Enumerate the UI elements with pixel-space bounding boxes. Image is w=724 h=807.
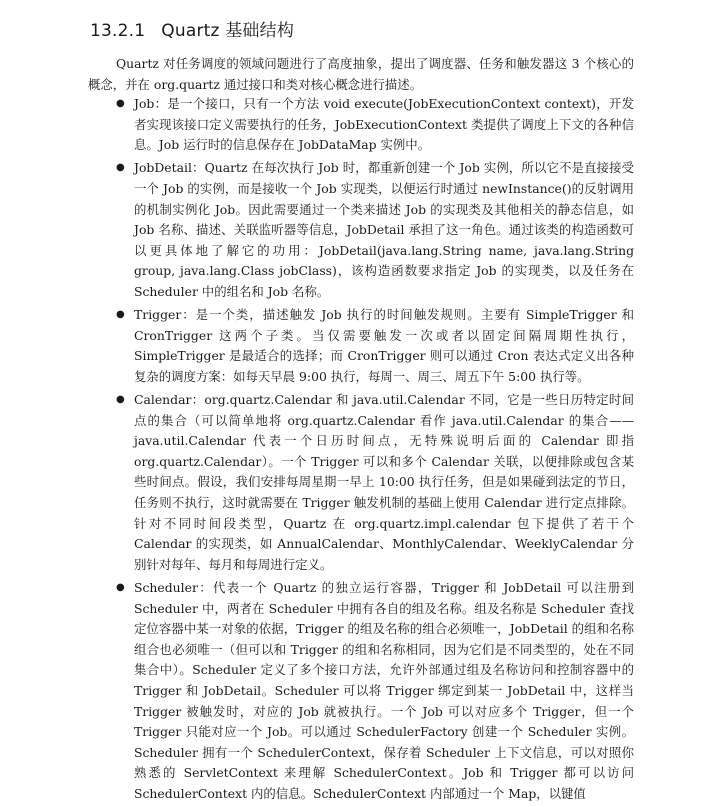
section-number: 13.2.1 [90,21,146,41]
list-item-text: JobDetail：Quartz 在每次执行 Job 时，都重新创建一个 Job 实例，所以它不是直接接受一个 Job 的实例，而是接收一个 Job 实现类，以便运行时通过 newInstance()的反射调用的机制实例化 Job。因此需要通过一个类来描述 Job 的实现类及其他相关的静态信息，如 Job 名称、描述、关联监听器等信息，JobDetail 承担了这一角色。通过该类的构造函数可以更具体地了解它的功用：JobDetail(java.lang.String name, java.lang.String group, java.lang.Class jobClass)，该构造函数要求指定 Job 的实现类，以及任务在 Scheduler 中的组名和 Job 名称。 [134,160,634,299]
bullet-icon: ● [116,394,125,406]
list-item-trigger [116,305,634,387]
list-item-scheduler [116,578,634,805]
list-item-calendar [116,390,634,575]
intro-paragraph: Quartz 对任务调度的领域问题进行了高度抽象，提出了调度器、任务和触发器这 3 个核心的概念，并在 org.quartz 通过接口和类对核心概念进行描述。 [88,56,634,92]
bullet-icon: ● [116,98,125,109]
list-item-jobdetail [116,158,634,302]
section-title: Quartz 基础结构 [161,21,295,41]
list-item-job [116,94,634,156]
list-item-text: Calendar：org.quartz.Calendar 和 java.util.Calendar 不同，它是一些日历特定时间点的集合（可以简单地将 org.quartz.Calendar 看作 java.util.Calendar 的集合——java.util.Calendar 代表一个日历时间点，无特殊说明后面的 Calendar 即指 org.quartz.Calendar）。一个 Trigger 可以和多个 Calendar 关联，以便排除或包含某些时间点。假设，我们安排每周星期一早上 10:00 执行任务，但是如果碰到法定的节日，任务则不执行，这时就需要在 Trigger 触发机制的基础上使用 Calendar 进行定点排除。针对不同时间段类型，Quartz 在 org.quartz.impl.calendar 包下提供了若干个 Calendar 的实现类，如 AnnualCalendar、MonthlyCalendar、WeeklyCalendar 分别针对每年、每月和每周进行定义。 [134,392,634,572]
concept-list [116,94,634,807]
bullet-icon: ● [116,582,125,594]
bullet-icon: ● [116,309,125,321]
list-item-text: Scheduler：代表一个 Quartz 的独立运行容器，Trigger 和 JobDetail 可以注册到 Scheduler 中，两者在 Scheduler 中拥有各自的组及名称。组及名称是 Scheduler 查找定位容器中某一对象的依据，Trigger 的组及名称的组合必须唯一，JobDetail 的组和名称组合也必须唯一（但可以和 Trigger 的组和名称相同，因为它们是不同类型的，处在不同集合中）。Scheduler 定义了多个接口方法，允许外部通过组及名称访问和控制容器中的 Trigger 和 JobDetail。Scheduler 可以将 Trigger 绑定到某一 JobDetail 中，这样当 Trigger 被触发时，对应的 Job 就被执行。一个 Job 可以对应多个 Trigger，但一个 Trigger 只能对应一个 Job。可以通过 SchedulerFactory 创建一个 Scheduler 实例。Scheduler 拥有一个 SchedulerContext，保存着 Scheduler 上下文信息，可以对照你熟悉的 ServletContext 来理解 SchedulerContext。Job 和 Trigger 都可以访问 SchedulerContext 内的信息。SchedulerContext 内部通过一个 Map，以键值 [134,580,634,801]
list-item-text: Job：是一个接口，只有一个方法 void execute(JobExecutionContext context)，开发者实现该接口定义需要执行的任务，JobExecutionContext 类提供了调度上下文的各种信息。Job 运行时的信息保存在 JobDataMap 实例中。 [134,96,634,153]
section-heading [90,16,294,41]
bullet-icon: ● [116,162,125,174]
list-item-text: Trigger：是一个类，描述触发 Job 执行的时间触发规则。主要有 SimpleTrigger 和 CronTrigger 这两个子类。当仅需要触发一次或者以固定间隔周期性执行，SimpleTrigger 是最适合的选择；而 CronTrigger 则可以通过 Cron 表达式定义出各种复杂的调度方案：如每天早晨 9:00 执行，每周一、周三、周五下午 5:00 执行等。 [134,307,634,384]
